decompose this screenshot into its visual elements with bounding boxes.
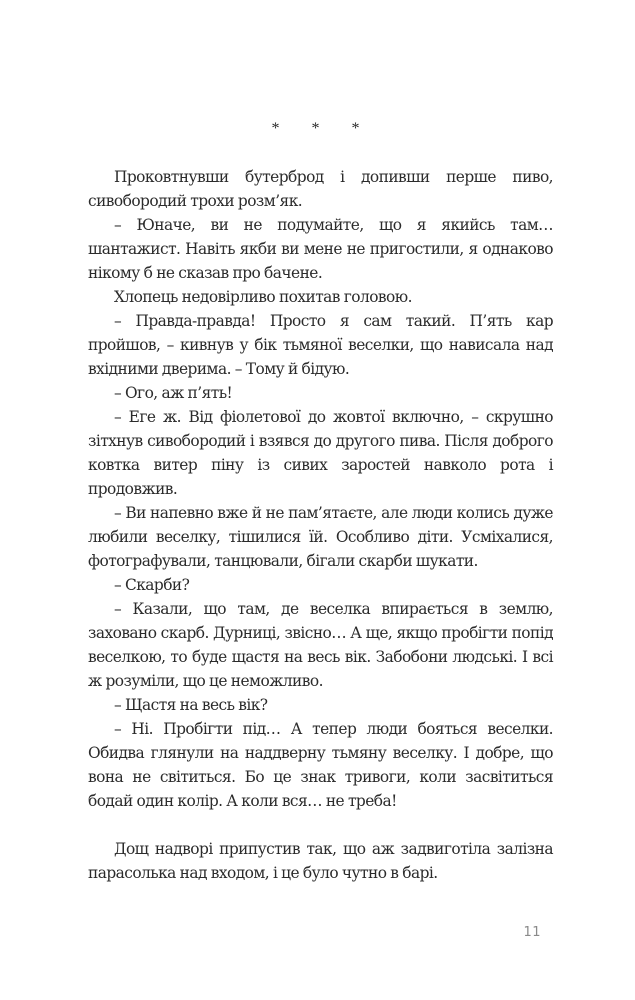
paragraph: – Ви напевно вже й не пам’ятаєте, але люди колись дуже любили веселку, тішилися їй. Особливо діти. Усміхалися, фотографували, танцювали, бігали скарби шукати. — [88, 504, 553, 570]
section-break: * * * — [271, 120, 374, 137]
paragraph: Проковтнувши бутерброд і допивши перше пиво, сивобородий трохи розм’як. — [88, 168, 553, 210]
paragraph: Дощ надворі припустив так, що аж задвиготіла залізна парасолька над входом, і це було чутно в барі. — [88, 840, 553, 882]
page-number: 11 — [523, 925, 541, 940]
paragraph: – Юначе, ви не подумайте, що я якийсь там… шантажист. Навіть якби ви мене не пригостили, я однаково нікому б не сказав про бачене. — [88, 216, 553, 282]
paragraph: – Ні. Пробігти під… А тепер люди бояться веселки. Обидва глянули на наддверну тьмяну веселку. І добре, що вона не світиться. Бо це знак тривоги, коли засвітиться бодай один колір. А коли вся… не треба! — [88, 720, 553, 810]
paragraph: – Казали, що там, де веселка впирається в землю, заховано скарб. Дурниці, звісно… А ще, якщо пробігти попід веселкою, то буде щастя на весь вік. Забобони людські. І всі ж розуміли, що це неможливо. — [88, 600, 553, 690]
paragraph: – Щастя на весь вік? — [114, 696, 268, 714]
paragraph: – Правда-правда! Просто я сам такий. П’ять кар пройшов, – кивнув у бік тьмяної веселки, що нависала над вхідними дверима. – Тому й бідую. — [88, 312, 553, 378]
paragraph: Хлопець недовірливо похитав головою. — [114, 288, 412, 306]
body-text — [88, 165, 553, 885]
paragraph: – Ого, аж п’ять! — [114, 384, 233, 402]
paragraph: – Еге ж. Від фіолетової до жовтої включно, – скрушно зітхнув сивобородий і взявся до другого пива. Після доброго ковтка витер піну із сивих заростей навколо рота і продовжив. — [88, 408, 553, 498]
paragraph: – Скарби? — [114, 576, 190, 594]
